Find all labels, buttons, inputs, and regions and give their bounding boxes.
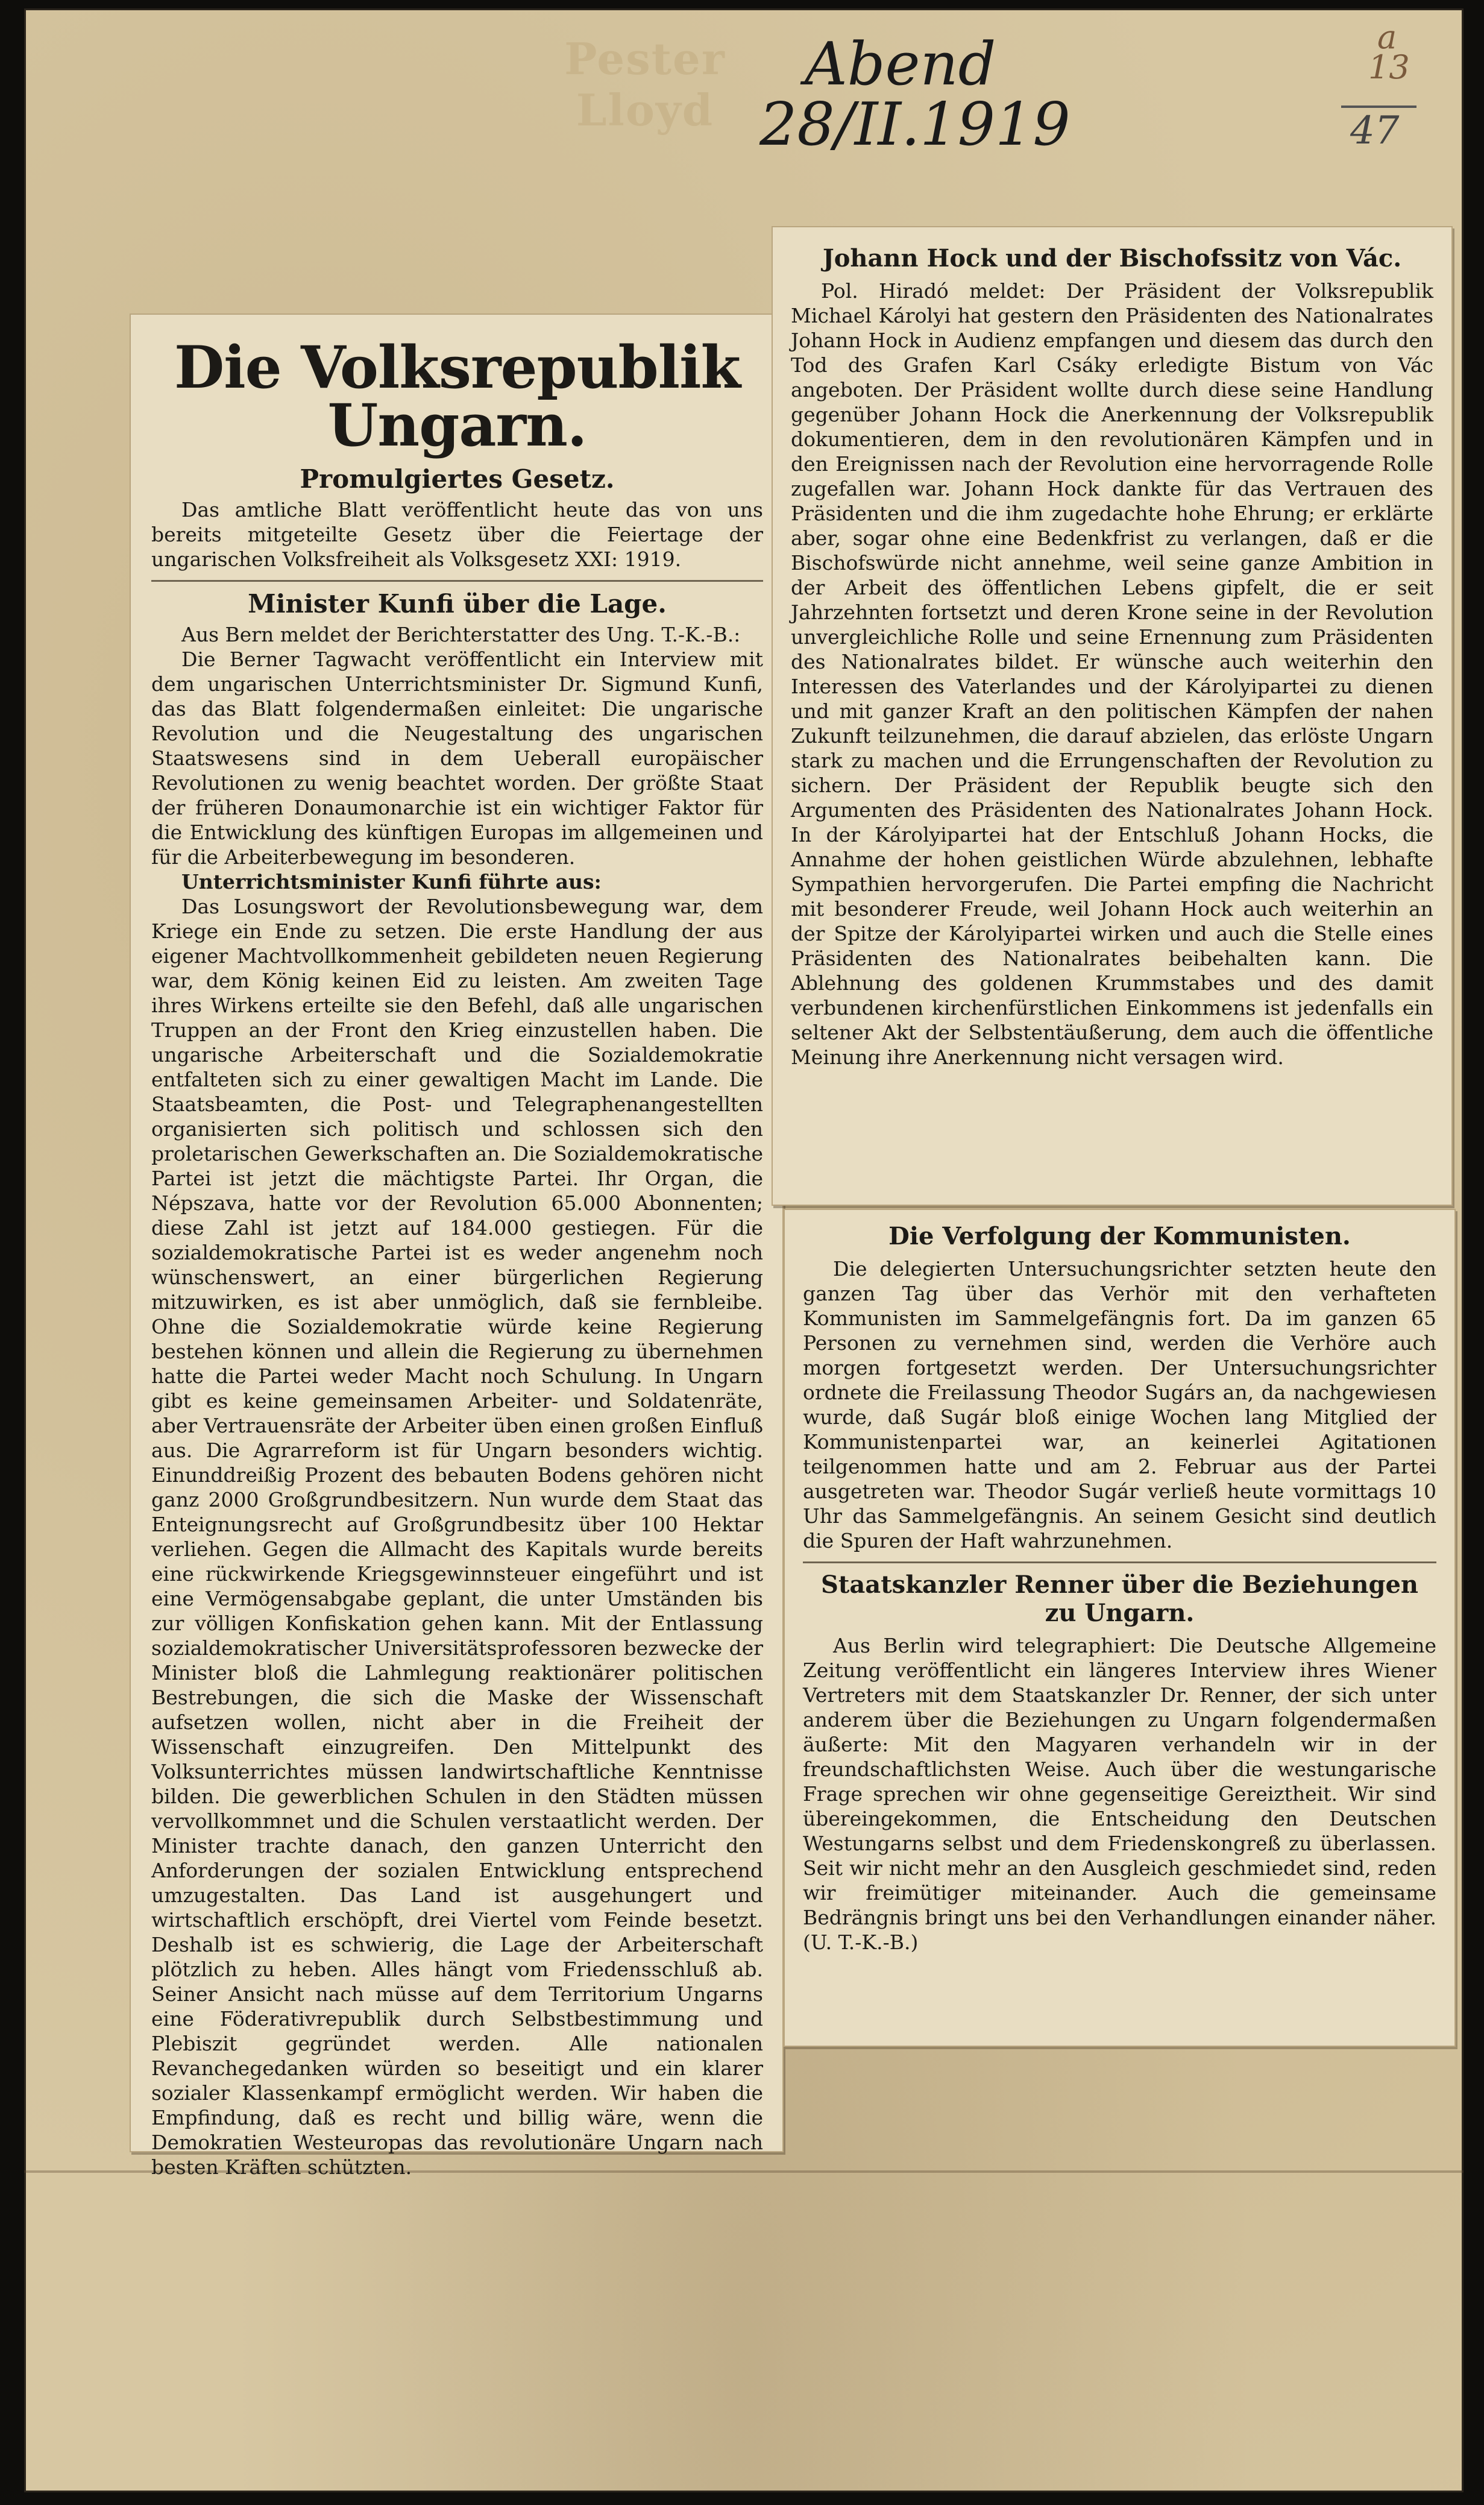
- section-heading: Promulgiertes Gesetz.: [300, 464, 615, 494]
- clipping-hock-bischofssitz: [772, 226, 1453, 1206]
- section-heading: Minister Kunfi über die Lage.: [248, 589, 667, 619]
- divider: [803, 1561, 1436, 1563]
- article-title: Die Volksrepublik Ungarn.: [174, 333, 741, 459]
- handwritten-date: 28/II.1919: [759, 90, 1071, 159]
- section-text: Das amtliche Blatt veröffentlicht heute das von uns bereits mitgeteilte Gesetz über die Feiertage der ungarischen Volksfreiheit als Volksgesetz XXI: 1919.: [151, 498, 763, 571]
- dateline: Aus Bern meldet der Berichterstatter des Ung. T.-K.-B.:: [181, 623, 741, 646]
- masthead-stamp: Pester Lloyd: [564, 33, 726, 136]
- article-paragraph: Aus Berlin wird telegraphiert: Die Deutsche Allgemeine Zeitung veröffentlicht ein längeres Interview ihres Wiener Vertreters mit dem Staatskanzler Dr. Renner, der sich unter anderem über die Beziehungen zu Ungarn folgendermaßen äußerte: Mit den Magyaren verhandeln wir in der freundschaftlichsten Weise. Auch über die westungarische Frage sprechen wir ohne gegenseitige Gereiztheit. Wir sind übereingekommen, die Entscheidung den Deutschen Westungarns selbst und dem Friedenskongreß zu überlassen. Seit wir nicht mehr an den Ausgleich geschmiedet sind, reden wir freimütiger miteinander. Auch die gemeinsame Bedrängnis bringt uns bei den Verhandlungen einander näher. (U. T.-K.-B.): [803, 1634, 1436, 1954]
- archive-number: 47: [1350, 109, 1400, 153]
- clipping-kommunisten-renner: [784, 1209, 1456, 2047]
- article-paragraph: Die Berner Tagwacht veröffentlicht ein Interview mit dem ungarischen Unterrichtsminister Dr. Sigmund Kunfi, das das Blatt folgendermaßen einleitet: Die ungarische Revolution und die Neugestaltung des ungarischen Staatswesens sind in dem Ueberall europäischer Revolutionen zu wenig beachtet worden. Der größte Staat der früheren Donaumonarchie ist ein wichtiger Faktor für die Entwicklung des künftigen Europas im allgemeinen und für die Arbeiterbewegung im besonderen.: [151, 648, 763, 869]
- article-paragraph: Die delegierten Untersuchungsrichter setzten heute den ganzen Tag über das Verhör mit den verhafteten Kommunisten im Sammelgefängnis fort. Da im ganzen 65 Personen zu vernehmen sind, werden die Verhöre auch morgen fortgesetzt werden. Der Untersuchungsrichter ordnete die Freilassung Theodor Sugárs an, da nachgewiesen wurde, daß Sugár bloß einige Wochen lang Mitglied der Kommunistenpartei war, an keinerlei Agitationen teilgenommen hatte und am 2. Februar aus der Partei ausgetreten war. Theodor Sugár verließ heute vormittags 10 Uhr das Sammelgefängnis. An seinem Gesicht sind deutlich die Spuren der Haft wahrzunehmen.: [803, 1257, 1436, 1552]
- article-paragraph: Unterrichtsminister Kunfi führte aus:: [181, 870, 602, 893]
- archive-number-rule: [1341, 106, 1416, 108]
- clipping-volksrepublik: [130, 314, 784, 2179]
- archive-mark-13: 13: [1368, 48, 1410, 86]
- divider: [151, 580, 763, 582]
- archive-mark-a: a: [1377, 18, 1397, 56]
- article-paragraph: Das Losungswort der Revolutionsbewegung war, dem Kriege ein Ende zu setzen. Die erste Handlung der aus eigener Machtvollkommenheit gebildeten neuen Regierung war, dem König keinen Eid zu leisten. Am zweiten Tage ihres Wirkens erteilte sie den Befehl, daß alle ungarischen Truppen an der Front den Krieg einzustellen haben. Die ungarische Arbeiterschaft und die Sozialdemokratie entfalteten sich zu einer gewaltigen Macht im Lande. Die Staatsbeamten, die Post- und Telegraphenangestellten organisierten sich politisch und schlossen sich den proletarischen Gewerkschaften an. Die Sozialdemokratische Partei ist jetzt die mächtigste Partei. Ihr Organ, die Népszava, hatte vor der Revolution 65.000 Abonnenten; diese Zahl ist jetzt auf 184.000 gestiegen. Für die sozialdemokratische Partei ist es weder angenehm noch wünschenswert, an einer bürgerlichen Regierung mitzuwirken, es ist aber unmöglich, daß sie fernbleibe. Ohne die Sozialdemokratie würde keine Regierung bestehen können und allein die Regierung zu übernehmen hatte die Partei weder Macht noch Schulung. In Ungarn gibt es keine gemeinsamen Arbeiter- und Soldatenräte, aber Vertrauensräte der Arbeiter üben einen großen Einfluß aus. Die Agrarreform ist für Ungarn besonders wichtig. Einunddreißig Prozent des bebauten Bodens gehören nicht ganz 2000 Großgrundbesitzern. Nun wurde dem Staat das Enteignungsrecht auf Großgrundbesitz über 100 Hektar verliehen. Gegen die Allmacht des Kapitals wurde bereits eine rückwirkende Kriegsgewinnsteuer eingeführt und ist eine Vermögensabgabe geplant, die unter Umständen bis zur völligen Konfiskation gehen kann. Mit der Entlassung sozialdemokratischer Universitätsprofessoren bezwecke der Minister bloß die Lahmlegung reaktionärer politischen Bestrebungen, die sich die Maske der Wissenschaft aufsetzen wollen, nicht aber in die Freiheit der Wissenschaft einzugreifen. Den Mittelpunkt des Volksunterrichtes müssen landwirtschaftliche Kenntnisse bilden. Die gewerblichen Schulen in den Städten müssen vervollkommnet und die Schulen verstaatlicht werden. Der Minister trachte danach, den ganzen Unterricht den Anforderungen der sozialen Entwicklung entsprechend umzugestalten. Das Land ist ausgehungert und wirtschaftlich erschöpft, drei Viertel vom Feinde besetzt. Deshalb ist es schwierig, die Lage der Arbeiterschaft plötzlich zu heben. Alles hängt vom Friedensschluß ab. Seiner Ansicht nach müsse auf dem Territorium Ungarns eine Föderativrepublik durch Selbstbestimmung und Plebiszit gegründet werden. Alle nationalen Revanchegedanken würden so beseitigt und ein klarer sozialer Klassenkampf ermöglicht werden. Wir haben die Empfindung, daß es recht und billig wäre, wenn die Demokratien Westeuropas das revolutionäre Ungarn nach besten Kräften schützten.: [151, 895, 763, 2179]
- article-title: Johann Hock und der Bischofssitz von Vác.: [822, 244, 1402, 273]
- article-paragraph: Pol. Hiradó meldet: Der Präsident der Volksrepublik Michael Károlyi hat gestern den Präsidenten des Nationalrates Johann Hock in Audienz empfangen und diesem das durch den Tod des Grafen Karl Csáky erledigte Bistum von Vác angeboten. Der Präsident wollte durch diese seine Handlung gegenüber Johann Hock die Anerkennung der Volksrepublik dokumentieren, dem in den revolutionären Kämpfen und in den Ereignissen nach der Revolution eine hervorragende Rolle zugefallen war. Johann Hock dankte für das Vertrauen des Präsidenten und die ihm zugedachte hohe Ehrung; er erklärte aber, sogar ohne eine Bedenkfrist zu verlangen, daß er die Bischofswürde nicht annehme, weil seine ganze Ambition in der Arbeit des öffentlichen Lebens gipfelt, die er seit Jahrzehnten fortsetzt und deren Krone seine in der Revolution unvergleichliche Rolle und seine Ernennung zum Präsidenten des Nationalrates bildet. Er wünsche auch weiterhin den Interessen des Vaterlandes und der Károlyipartei zu dienen und mit ganzer Kraft an den politischen Kämpfen der nahen Zukunft teilzunehmen, die darauf abzielen, das erlöste Ungarn stark zu machen und die Errungenschaften der Revolution zu sichern. Der Präsident der Republik beugte sich den Argumenten des Präsidenten des Nationalrates Johann Hock. In der Károlyipartei hat der Entschluß Johann Hocks, die Annahme der hohen geistlichen Würde abzulehnen, lebhafte Sympathien hervorgerufen. Die Partei empfing die Nachricht mit besonderer Freude, weil Johann Hock auch weiterhin an der Spitze der Károlyipartei wirken und auch die Stelle eines Präsidenten des Nationalrates beibehalten kann. Die Ablehnung des goldenen Krummstabes und des damit verbundenen kirchenfürstlichen Einkommens ist jedenfalls ein seltener Akt der Selbstentäußerung, dem auch die öffentliche Meinung ihre Anerkennung nicht versagen wird.: [791, 279, 1433, 1069]
- article-subheading: Staatskanzler Renner über die Beziehungen zu Ungarn.: [821, 1571, 1418, 1627]
- article-title: Die Verfolgung der Kommunisten.: [888, 1222, 1351, 1250]
- handwritten-edition: Abend: [805, 30, 996, 99]
